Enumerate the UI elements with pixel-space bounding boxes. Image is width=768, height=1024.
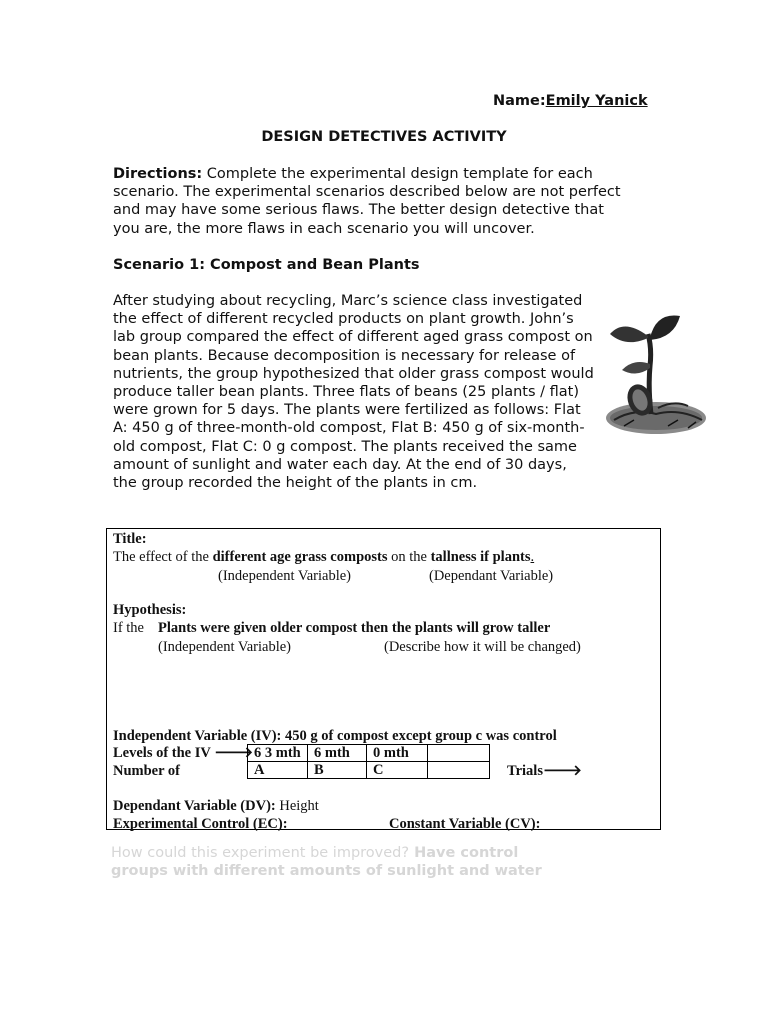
table-row [248,745,490,762]
title-label: Title: [113,531,147,547]
iv-line: Independent Variable (IV): 450 g of compost except group c was control [113,728,557,744]
table-cell [428,745,490,762]
name-value: Emily Yanick [545,93,648,109]
directions-paragraph [113,165,633,238]
hypothesis-line [113,619,550,637]
table-cell: B [308,762,367,779]
dv-value: Height [275,798,319,814]
hypothesis-label: Hypothesis: [113,602,187,618]
title-end: . [530,549,535,565]
ec-label: Experimental Control (EC): [113,816,288,832]
directions-label: Directions: [113,166,203,182]
experimental-design-template [106,528,661,830]
number-of-label: Number of [113,763,180,779]
hypothesis-change-caption: (Describe how it will be changed) [384,639,581,655]
title-line [113,548,534,566]
scenario-heading: Scenario 1: Compost and Bean Plants [113,257,420,273]
improvement-answer-2: groups with different amounts of sunlight and water [111,863,542,879]
dv-label: Dependant Variable (DV): [113,798,276,814]
title-iv: different age grass composts [212,549,388,565]
name-line [493,92,648,110]
document-title: DESIGN DETECTIVES ACTIVITY [261,129,507,145]
bean-plant-illustration [604,308,708,436]
trials-label-text: Trials [507,763,543,779]
hypothesis-text: Plants were given older compost then the plants will grow taller [158,620,551,636]
trials-label [507,762,582,780]
title-dv-caption: (Dependant Variable) [429,568,554,584]
table-cell: 6 mth [308,745,367,762]
hypothesis-iv-caption: (Independent Variable) [158,639,291,655]
levels-label-text: Levels of the IV [113,745,215,761]
cv-label: Constant Variable (CV): [389,816,541,832]
title-iv-caption: (Independent Variable) [218,568,351,584]
title-mid: on the [387,549,431,565]
improvement-answer-1: Have control [409,845,519,861]
table-cell: C [367,762,428,779]
table-cell: 6 3 mth [248,745,308,762]
table-cell: A [248,762,308,779]
improvement-question: How could this experiment be improved? [111,845,410,861]
if-word: If the [113,620,144,636]
arrow-right-icon: 🡒 [542,763,582,779]
levels-table [247,744,490,779]
table-row [248,762,490,779]
directions-text: Complete the experimental design template for each scenario. The experimental scenarios described below are not perfect and may have some serious flaws. The better design detective that you are, the more flaws in each scenario you will uncover. [113,166,621,237]
dv-line [113,797,319,815]
arrow-right-icon: 🡒 [214,745,254,761]
table-cell: 0 mth [367,745,428,762]
name-label: Name: [493,93,546,109]
title-dv: tallness if plants [430,549,531,565]
levels-label [113,744,253,762]
improvement-question-line [111,844,518,862]
table-cell [428,762,490,779]
title-prefix: The effect of the [113,549,213,565]
scenario-paragraph: After studying about recycling, Marc’s science class investigated the effect of different recycled products on plant growth. John’s lab group compared the effect of different aged grass compost on bean plants. Because decomposition is necessary for release of nutrients, the group hypothesized that older grass compost would produce taller bean plants. Three flats of beans (25 plants / flat) were grown for 5 days. The plants were fertilized as follows: Flat A: 450 g of three-month-old compost, Flat B: 450 g of six-month-old compost, Flat C: 0 g compost. The plants received the same amount of sunlight and water each day. At the end of 30 days, the group recorded the height of the plants in cm. [113,293,594,492]
